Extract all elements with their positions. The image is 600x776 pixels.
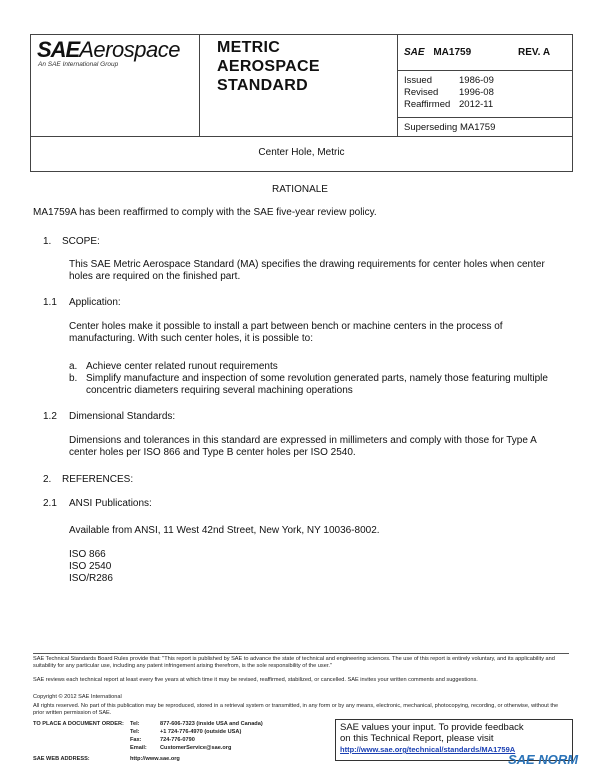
section-number: 1. [43, 236, 52, 247]
iso-reference: ISO 2540 [69, 561, 112, 572]
tel-label: Tel: [130, 729, 140, 735]
section-heading: SCOPE: [62, 236, 100, 247]
rationale-text: MA1759A has been reaffirmed to comply with the SAE five-year review policy. [33, 207, 377, 218]
application-text: Center holes make it possible to install a part between bench or machine centers in the process of manufacturing. With such center holes, it is possible to: [69, 321, 503, 344]
logo-sae: SAE [37, 37, 80, 62]
tel-label: Tel: [130, 721, 140, 727]
email-label: Email: [130, 745, 147, 751]
sae-aerospace-logo [37, 37, 180, 63]
section-number: 1.2 [43, 411, 57, 422]
feedback-link[interactable]: http://www.sae.org/technical/standards/MA1759A [340, 745, 516, 754]
section-number: 2. [43, 474, 52, 485]
email-value[interactable]: CustomerService@sae.org [160, 745, 232, 751]
doc-number: MA1759 [433, 47, 472, 58]
header-divider [199, 35, 200, 136]
list-item: Simplify manufacture and inspection of some revolution generated parts, namely those featuring multiple concentric diameters requiring several machining operations [86, 373, 548, 396]
header-divider [397, 35, 398, 136]
logo-tagline: An SAE International Group [38, 61, 119, 68]
revised-value: 1996-08 [459, 87, 494, 98]
header-divider [397, 117, 572, 118]
standard-line1: METRIC [217, 39, 281, 56]
section-number: 1.1 [43, 297, 57, 308]
logo-aerospace: Aerospace [79, 37, 180, 62]
web-label: SAE WEB ADDRESS: [33, 756, 90, 762]
revised-label: Revised [404, 87, 439, 98]
section-heading: REFERENCES: [62, 474, 134, 485]
footer-rule [33, 653, 569, 654]
dimensional-text: Dimensions and tolerances in this standard are expressed in millimeters and comply with those for Type A center holes per ISO 866 and Type B center holes per ISO 2540. [69, 435, 537, 458]
standard-line3: STANDARD [217, 77, 308, 94]
rationale-heading: RATIONALE [272, 184, 328, 195]
reaffirmed-label: Reaffirmed [404, 99, 451, 110]
document-number [404, 47, 471, 58]
sae-norm-watermark: SAE NORM [508, 752, 579, 767]
web-value[interactable]: http://www.sae.org [130, 756, 180, 762]
list-label: b. [69, 373, 78, 384]
tel-value: +1 724-776-4970 (outside USA) [160, 729, 242, 735]
fax-value: 724-776-0790 [160, 737, 195, 743]
standard-line2: AEROSPACE [217, 58, 320, 75]
iso-reference: ISO/R286 [69, 573, 113, 584]
footer-rights: All rights reserved. No part of this publication may be reproduced, stored in a retrieval system or transmitted, in any form or by any means, electronic, mechanical, photocopying, recording, or otherwise, without the prior written permission of SAE. [33, 703, 559, 716]
footer-copyright: Copyright © 2012 SAE International [33, 694, 122, 700]
list-item: Achieve center related runout requirements [86, 361, 278, 372]
section-heading: Dimensional Standards: [69, 411, 176, 422]
feedback-text: on this Technical Report, please visit [340, 733, 494, 744]
list-label: a. [69, 361, 78, 372]
doc-sae: SAE [404, 47, 425, 58]
feedback-text: SAE values your input. To provide feedback [340, 722, 524, 733]
footer-disclaimer: SAE Technical Standards Board Rules provide that: "This report is published by SAE to advance the state of technical and engineering sciences. The use of this report is entirely voluntary, and its applicability and suitability for any particular use, including any patent infringement arising therefrom, is the sole responsibility of the user." [33, 656, 555, 669]
ansi-text: Available from ANSI, 11 West 42nd Street, New York, NY 10036-8002. [69, 525, 380, 536]
issued-value: 1986-09 [459, 75, 494, 86]
footer-review: SAE reviews each technical report at least every five years at which time it may be revised, reaffirmed, stabilized, or cancelled. SAE invites your written comments and suggestions. [33, 677, 478, 683]
fax-label: Fax: [130, 737, 142, 743]
revision-label: REV. A [518, 47, 551, 58]
scope-text: This SAE Metric Aerospace Standard (MA) specifies the drawing requirements for center holes when center holes are required on the finished part. [69, 259, 545, 282]
tel-value: 877-606-7323 (inside USA and Canada) [160, 721, 263, 727]
iso-reference: ISO 866 [69, 549, 106, 560]
header-box [30, 34, 573, 137]
issued-label: Issued [404, 75, 432, 86]
header-divider [397, 70, 572, 71]
reaffirmed-value: 2012-11 [459, 99, 494, 110]
superseding: Superseding MA1759 [404, 122, 496, 133]
order-label: TO PLACE A DOCUMENT ORDER: [33, 721, 124, 727]
section-heading: Application: [69, 297, 121, 308]
document-title: Center Hole, Metric [258, 147, 345, 158]
section-number: 2.1 [43, 498, 57, 509]
section-heading: ANSI Publications: [69, 498, 152, 509]
